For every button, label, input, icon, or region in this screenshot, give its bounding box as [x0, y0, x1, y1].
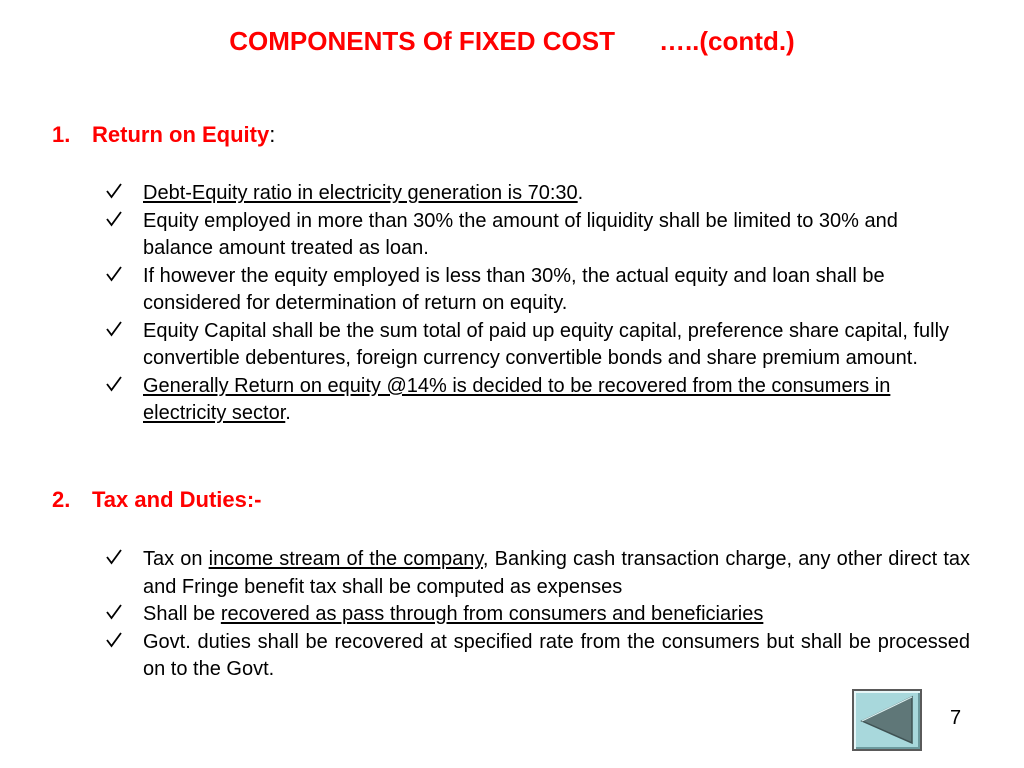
- section-heading-colon: :: [269, 122, 276, 147]
- list-item: Debt-Equity ratio in electricity generation is 70:30.: [106, 180, 970, 208]
- checkmark-icon: [106, 183, 122, 199]
- previous-slide-button[interactable]: [852, 689, 922, 751]
- title-main: COMPONENTS Of FIXED COST: [229, 26, 615, 56]
- list-item: Tax on income stream of the company, Banking cash transaction charge, any other direct tax and Fringe benefit tax shall be computed as expenses: [106, 546, 970, 601]
- section-heading-tax-and-duties: [52, 487, 262, 513]
- page-number: 7: [950, 707, 962, 729]
- section-heading-return-on-equity: [52, 122, 275, 148]
- list-item: If however the equity employed is less than 30%, the actual equity and loan shall be considered for determination of return on equity.: [106, 263, 970, 318]
- section-number: 1.: [52, 122, 71, 147]
- checkmark-icon: [106, 549, 122, 565]
- section-number: 2.: [52, 487, 71, 512]
- checkmark-icon: [106, 321, 122, 337]
- checkmark-icon: [106, 376, 122, 392]
- list-item: Equity employed in more than 30% the amount of liquidity shall be limited to 30% and balance amount treated as loan.: [106, 208, 970, 263]
- list-item: Govt. duties shall be recovered at specified rate from the consumers but shall be processed on to the Govt.: [106, 629, 970, 684]
- section-heading-text: Return on Equity: [92, 122, 270, 147]
- return-on-equity-list: [106, 180, 970, 428]
- section-heading-text: Tax and Duties:-: [92, 487, 262, 512]
- checkmark-icon: [106, 604, 122, 620]
- list-item: Shall be recovered as pass through from consumers and beneficiaries: [106, 601, 970, 629]
- page-title: [0, 26, 1024, 57]
- checkmark-icon: [106, 211, 122, 227]
- checkmark-icon: [106, 632, 122, 648]
- left-triangle-icon: [854, 691, 920, 749]
- checkmark-icon: [106, 266, 122, 282]
- list-item: Equity Capital shall be the sum total of paid up equity capital, preference share capital, fully convertible debentures, foreign currency convertible bonds and share premium amount.: [106, 318, 970, 373]
- title-suffix: …..(contd.): [658, 26, 795, 56]
- tax-and-duties-list: [106, 546, 970, 684]
- list-item: Generally Return on equity @14% is decided to be recovered from the consumers in electricity sector.: [106, 373, 970, 428]
